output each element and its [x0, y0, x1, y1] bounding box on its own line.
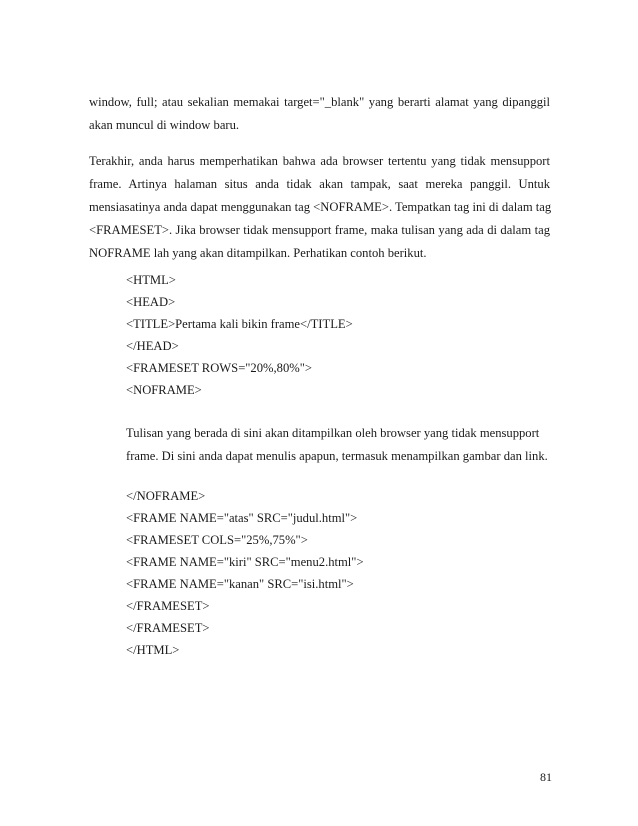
paragraph-target-blank [89, 91, 550, 137]
code-line: <NOFRAME> [126, 383, 202, 397]
code-line: frame. Di sini anda dapat menulis apapun, termasuk menampilkan gambar dan link. [126, 449, 548, 463]
paragraph-line: NOFRAME lah yang akan ditampilkan. Perhatikan contoh berikut. [89, 246, 427, 260]
paragraph-line: akan muncul di window baru. [89, 118, 240, 132]
code-line: <FRAME NAME="atas" SRC="judul.html"> [126, 511, 358, 525]
code-line: </FRAMESET> [126, 599, 210, 613]
code-line: Tulisan yang berada di sini akan ditampilkan oleh browser yang tidak mensupport [126, 426, 540, 440]
code-line: <TITLE>Pertama kali bikin frame</TITLE> [126, 317, 353, 331]
paragraph-line: mensiasatinya anda dapat menggunakan tag <NOFRAME>. Tempatkan tag ini di dalam tag [89, 200, 552, 214]
code-line: <FRAME NAME="kanan" SRC="isi.html"> [126, 577, 354, 591]
paragraph-line: window, full; atau sekalian memakai target="_blank" yang berarti alamat yang dipanggil [89, 95, 550, 109]
code-example-head [126, 269, 566, 401]
page-number: 81 [540, 770, 552, 784]
paragraph-line: frame. Artinya halaman situs anda tidak akan tampak, saat mereka panggil. Untuk [89, 177, 550, 191]
code-line: </NOFRAME> [126, 489, 206, 503]
noframe-message [126, 422, 566, 468]
code-line: </HTML> [126, 643, 180, 657]
paragraph-line: Terakhir, anda harus memperhatikan bahwa ada browser tertentu yang tidak mensupport [89, 154, 550, 168]
paragraph-line: <FRAMESET>. Jika browser tidak mensupport frame, maka tulisan yang ada di dalam tag [89, 223, 550, 237]
code-line: </HEAD> [126, 339, 179, 353]
code-example-frames [126, 485, 566, 661]
code-line: <FRAMESET ROWS="20%,80%"> [126, 361, 312, 375]
code-line: <FRAMESET COLS="25%,75%"> [126, 533, 308, 547]
code-line: </FRAMESET> [126, 621, 210, 635]
code-line: <HTML> [126, 273, 176, 287]
paragraph-noframe-intro [89, 150, 550, 265]
code-line: <FRAME NAME="kiri" SRC="menu2.html"> [126, 555, 364, 569]
code-line: <HEAD> [126, 295, 176, 309]
